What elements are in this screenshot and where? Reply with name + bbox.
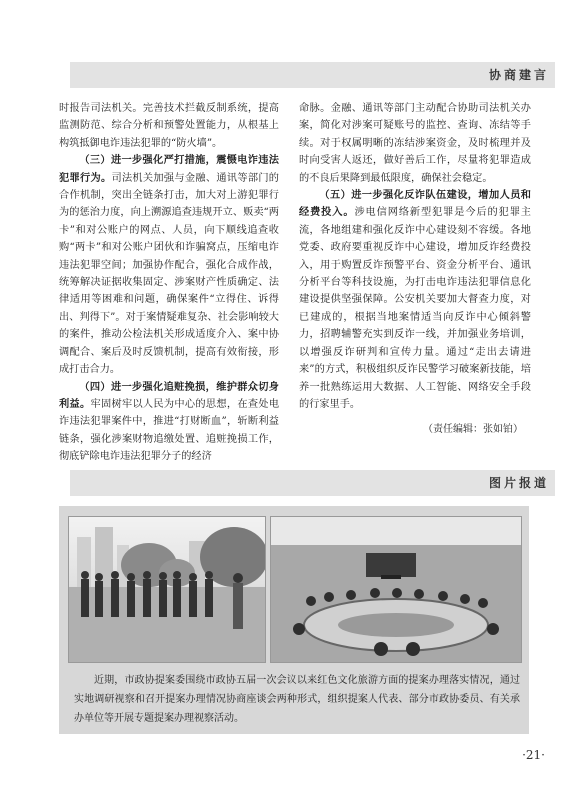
right-column [299, 100, 531, 439]
section-title: 协商建言 [488, 68, 549, 82]
photo-caption: 近期，市政协提案委围绕市政协五届一次会议以来红色文化旅游方面的提案办理落实情况，通过实地调研视察和召开提案办理情况协商座谈会两种形式，组织提案人代表、部分市政协委员、有关承办单位等开展专题提案办理视察活动。 [74, 675, 520, 724]
page-number: ·21· [522, 748, 545, 762]
header-band [70, 62, 555, 88]
meeting-illustration [271, 517, 521, 662]
paragraph-text: 司法机关加强与金融、通讯等部门的合作机制，突出全链条打击，加大对上游犯罪行为的惩治力度，向上溯源追查违规开立、贩卖“两卡”和对公账户的网点、人员，向下顺线追查收购“两卡”和对公账户团伙和诈骗窝点，压缩电诈违法犯罪空间；加强协作配合，强化合成作战，统筹解决证据收集固定、涉案财产性质确定、法律适用等困难和问题，确保案件“立得住、诉得出、判得下”。对于案情疑难复杂、社会影响较大的案件，推动公检法机关形成适度介入、案中协调配合、案后及时反馈机制，提高有效衔接，形成打击合力。 [59, 172, 279, 376]
paragraph: 命脉。金融、通讯等部门主动配合协助司法机关办案，简化对涉案可疑账号的监控、查询、冻结等手续。对于权属明晰的冻结涉案资金，及时梳理并及时向受害人返还，做好善后工作，尽量将犯罪造成的不良后果降到最低限度，确保社会稳定。 [299, 103, 531, 184]
paragraph [59, 152, 279, 378]
photo-section-title: 图片报道 [488, 476, 549, 490]
meeting-photo [270, 516, 522, 663]
editor-credit: （责任编辑：张如铂） [423, 424, 523, 436]
site-visit-photo [68, 516, 266, 663]
paragraph [59, 379, 279, 466]
paragraph [299, 187, 531, 413]
section-heading: （五）进一步强化反诈队伍建设，增加人员和经费投入。 [299, 189, 531, 219]
paragraph-text: 涉电信网络新型犯罪是今后的犯罪主流，各地组建和强化反诈中心建设刻不容缓。各地党委、政府要重视反诈中心建设，增加反诈经费投入，用于购置反诈预警平台、资金分析平台、通讯分析平台等科技设施，为打击电诈违法犯罪信息化建设提供坚强保障。公安机关要加大督查力度，对已建成的，根据当地案情适当向反诈中心倾斜警力，招聘辅警充实到反诈一线，并加强业务培训，以增强反诈研判和宣传力量。通过“走出去请进来”的方式，积极组织反诈民警学习破案新技能，培养一批熟练运用大数据、人工智能、网络安全手段的行家里手。 [299, 207, 531, 410]
paragraph-text: 牢固树牢以人民为中心的思想，在查处电诈违法犯罪案件中，推进“打财断血”，斩断利益链条，强化涉案财物追缴处置、追赃挽损工作，彻底铲除电诈违法犯罪分子的经济 [59, 398, 280, 463]
left-column [59, 100, 279, 466]
section-heading: （三）进一步强化严打措施，震慑电诈违法犯罪行为。 [59, 154, 279, 184]
site-visit-illustration [69, 517, 265, 662]
photo-header-band [70, 470, 555, 496]
paragraph: 时报告司法机关。完善技术拦截反制系统，提高监测防范、综合分析和预警处置能力，从根基上构筑抵御电诈违法犯罪的“防火墙”。 [59, 103, 279, 149]
section-heading: （四）进一步强化追赃挽损，维护群众切身利益。 [59, 380, 279, 410]
